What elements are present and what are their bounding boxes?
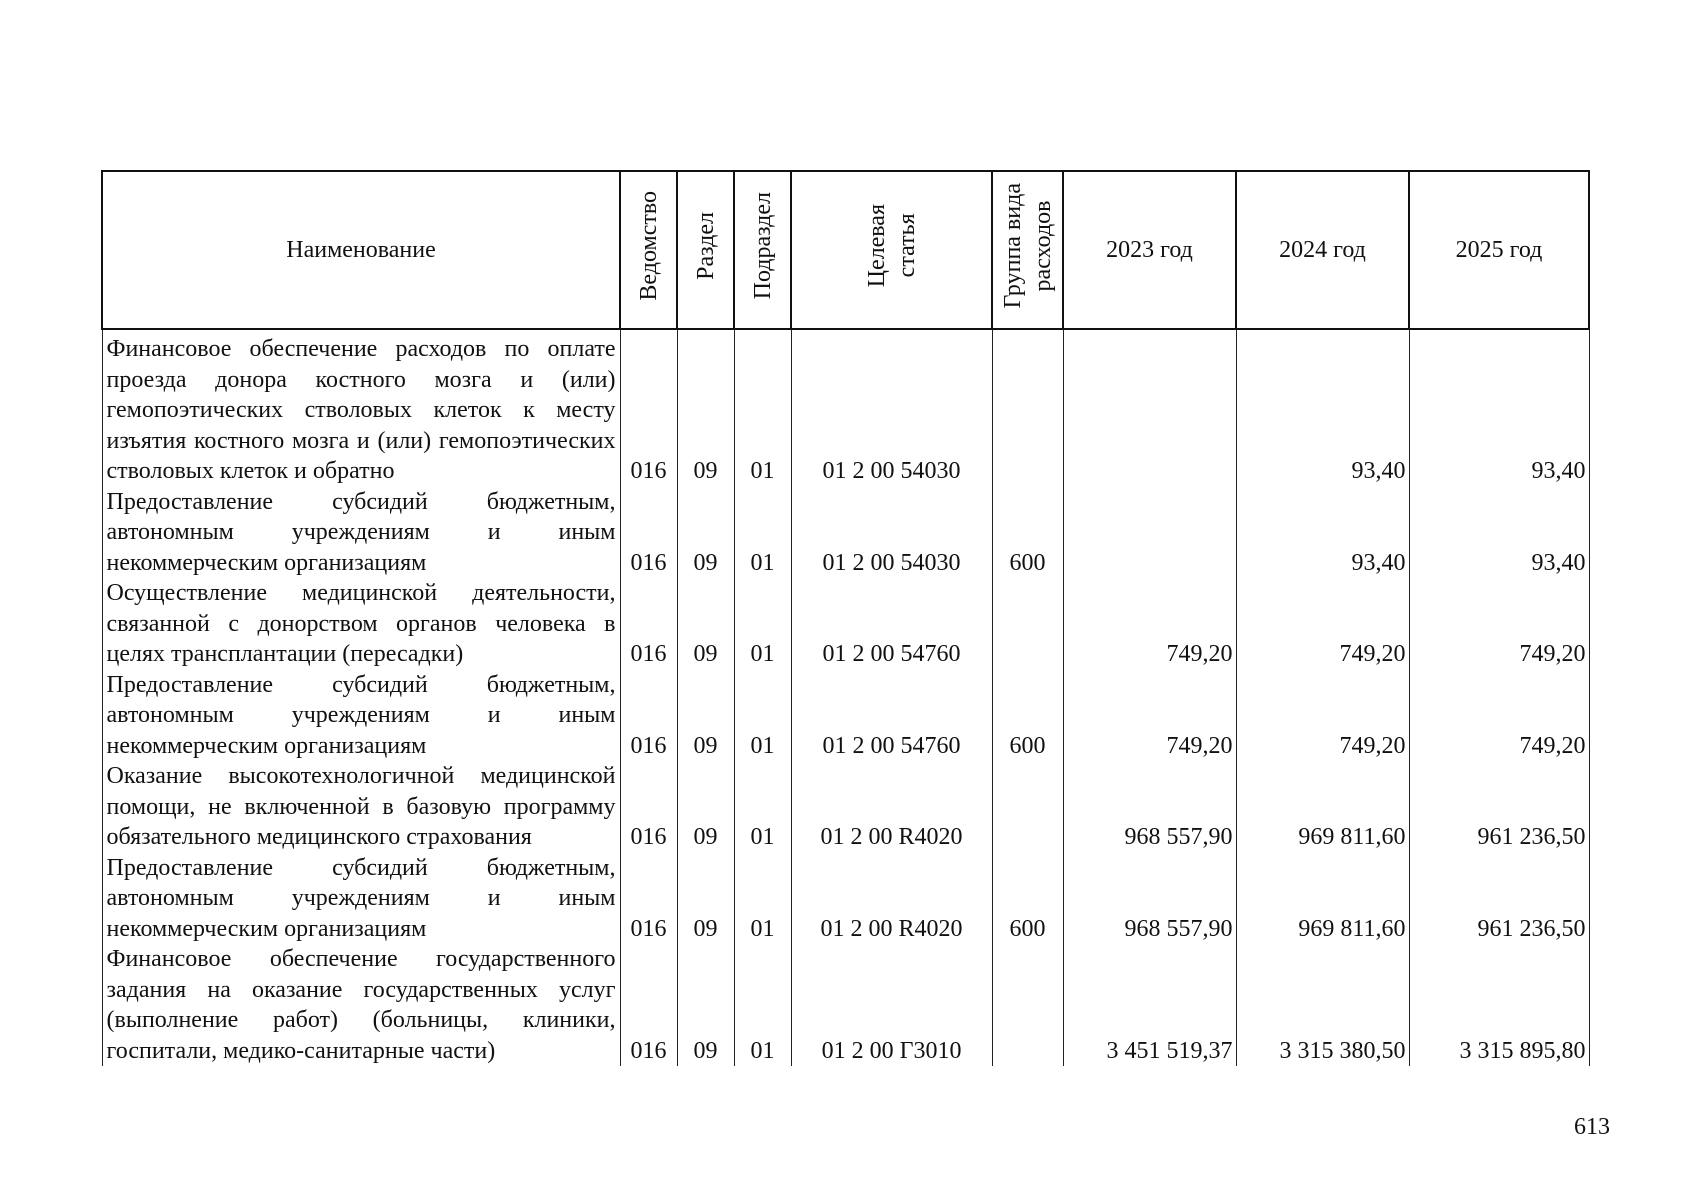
row-tselevaya-statya: 01 2 00 54760 [791,578,992,670]
row-value-2023 [1063,487,1236,579]
row-razdel: 09 [677,853,734,945]
row-tselevaya-statya: 01 2 00 Г3010 [791,944,992,1066]
row-razdel: 09 [677,944,734,1066]
row-gruppa [992,944,1063,1066]
header-2023: 2023 год [1063,171,1236,329]
row-value-2024: 3 315 380,50 [1236,944,1409,1066]
header-tselevaya-statya: Целевая статья [791,171,992,329]
row-podrazdel: 01 [734,670,791,762]
row-razdel: 09 [677,578,734,670]
row-name: Предоставление субсидий бюджетным, автономным учреждениям и иным некоммерческим организациям [102,487,620,579]
header-name: Наименование [102,171,620,329]
row-podrazdel: 01 [734,487,791,579]
row-name: Осуществление медицинской деятельности, связанной с донорством органов человека в целях трансплантации (пересадки) [102,578,620,670]
row-value-2023: 968 557,90 [1063,761,1236,853]
row-vedomstvo: 016 [620,329,677,487]
header-2024: 2024 год [1236,171,1409,329]
row-vedomstvo: 016 [620,944,677,1066]
row-value-2024: 749,20 [1236,670,1409,762]
row-podrazdel: 01 [734,578,791,670]
row-vedomstvo: 016 [620,487,677,579]
row-value-2023: 3 451 519,37 [1063,944,1236,1066]
row-value-2023: 749,20 [1063,670,1236,762]
row-value-2024: 749,20 [1236,578,1409,670]
table-row [102,487,1589,579]
table-row [102,670,1589,762]
table-row [102,329,1589,487]
row-podrazdel: 01 [734,944,791,1066]
row-value-2025: 961 236,50 [1409,761,1589,853]
row-tselevaya-statya: 01 2 00 R4020 [791,761,992,853]
row-value-2025: 3 315 895,80 [1409,944,1589,1066]
row-tselevaya-statya: 01 2 00 R4020 [791,853,992,945]
row-razdel: 09 [677,487,734,579]
row-gruppa [992,329,1063,487]
row-value-2023: 749,20 [1063,578,1236,670]
row-razdel: 09 [677,329,734,487]
header-2025: 2025 год [1409,171,1589,329]
page-number: 613 [1574,1114,1610,1140]
row-vedomstvo: 016 [620,761,677,853]
row-podrazdel: 01 [734,853,791,945]
row-tselevaya-statya: 01 2 00 54760 [791,670,992,762]
row-value-2025: 93,40 [1409,329,1589,487]
row-value-2023 [1063,329,1236,487]
header-gruppa-vida-rashodov: Группа вида расходов [992,171,1063,329]
header-vedomstvo: Ведомство [620,171,677,329]
row-tselevaya-statya: 01 2 00 54030 [791,329,992,487]
row-gruppa: 600 [992,853,1063,945]
row-value-2025: 93,40 [1409,487,1589,579]
row-tselevaya-statya: 01 2 00 54030 [791,487,992,579]
row-name: Предоставление субсидий бюджетным, автономным учреждениям и иным некоммерческим организациям [102,853,620,945]
row-value-2023: 968 557,90 [1063,853,1236,945]
row-gruppa: 600 [992,670,1063,762]
row-name: Оказание высокотехнологичной медицинской помощи, не включенной в базовую программу обязательного медицинского страхования [102,761,620,853]
row-podrazdel: 01 [734,761,791,853]
row-name: Финансовое обеспечение государственного задания на оказание государственных услуг (выполнение работ) (больницы, клиники, госпитали, медико-санитарные части) [102,944,620,1066]
table-row [102,853,1589,945]
row-value-2025: 961 236,50 [1409,853,1589,945]
row-value-2025: 749,20 [1409,578,1589,670]
row-value-2024: 93,40 [1236,329,1409,487]
header-razdel: Раздел [677,171,734,329]
table-row [102,944,1589,1066]
row-name: Предоставление субсидий бюджетным, автономным учреждениям и иным некоммерческим организациям [102,670,620,762]
row-gruppa [992,578,1063,670]
row-value-2024: 969 811,60 [1236,853,1409,945]
table-row [102,578,1589,670]
row-vedomstvo: 016 [620,578,677,670]
header-podrazdel: Подраздел [734,171,791,329]
budget-table [101,170,1590,1066]
row-vedomstvo: 016 [620,670,677,762]
row-name: Финансовое обеспечение расходов по оплате проезда донора костного мозга и (или) гемопоэтических стволовых клеток к месту изъятия костного мозга и (или) гемопоэтических стволовых клеток и обратно [102,329,620,487]
row-value-2024: 93,40 [1236,487,1409,579]
row-razdel: 09 [677,670,734,762]
table-header-row [102,171,1589,329]
table-row [102,761,1589,853]
row-gruppa: 600 [992,487,1063,579]
row-gruppa [992,761,1063,853]
row-value-2024: 969 811,60 [1236,761,1409,853]
row-podrazdel: 01 [734,329,791,487]
row-razdel: 09 [677,761,734,853]
row-vedomstvo: 016 [620,853,677,945]
row-value-2025: 749,20 [1409,670,1589,762]
